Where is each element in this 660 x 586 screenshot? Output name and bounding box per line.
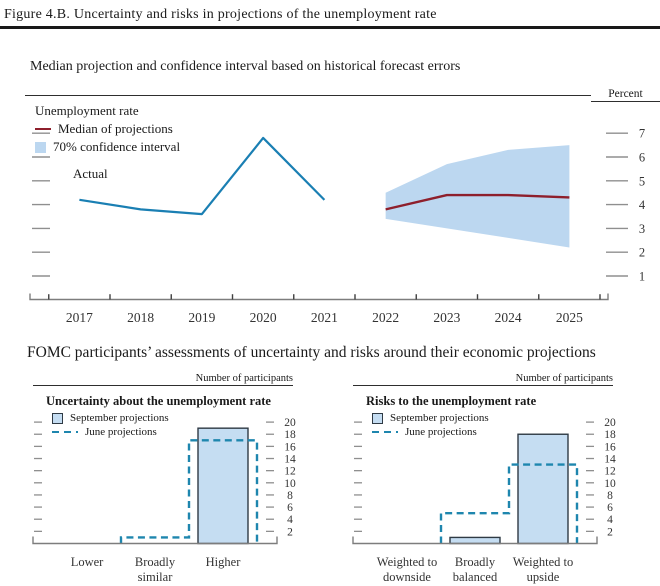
x-year-label: 2020 (249, 310, 277, 325)
median-line-swatch (35, 128, 51, 131)
count-tick-label: 6 (607, 502, 613, 515)
category-label: upside (526, 570, 560, 584)
category-label: Lower (70, 555, 104, 569)
legend-september-label: September projections (390, 412, 489, 424)
count-tick-label: 18 (284, 429, 296, 442)
count-tick-label: 20 (604, 417, 616, 430)
y-tick-label: 6 (638, 150, 646, 165)
main-chart-legend (35, 103, 180, 155)
count-tick-label: 14 (284, 453, 296, 466)
x-year-label: 2019 (188, 310, 216, 325)
chart-subtitle: Median projection and confidence interval based on historical forecast errors (30, 59, 461, 74)
count-tick-label: 4 (607, 514, 613, 527)
chart-top-rule (25, 95, 591, 96)
left-panel-title: Uncertainty about the unemployment rate (46, 394, 271, 408)
legend-item-band (35, 139, 180, 155)
legend-item-june (372, 426, 489, 438)
category-label: Broadly (134, 555, 176, 569)
count-tick-label: 16 (604, 441, 616, 454)
september-bar-swatch (372, 413, 383, 424)
count-tick-label: 8 (607, 489, 613, 502)
june-line-swatch (372, 431, 398, 433)
june-line-swatch (52, 431, 78, 433)
x-year-label: 2025 (555, 310, 583, 325)
legend-band-label: 70% confidence interval (53, 139, 181, 154)
september-bar (198, 428, 248, 543)
category-label: Weighted to (512, 555, 574, 569)
y-tick-label: 5 (638, 174, 646, 189)
category-label: balanced (452, 570, 498, 584)
category-label: Broadly (454, 555, 496, 569)
y-tick-label: 1 (638, 269, 646, 284)
legend-title: Unemployment rate (35, 103, 139, 118)
count-tick-label: 12 (284, 465, 296, 478)
legend-item-september (372, 412, 489, 424)
y-tick-label: 2 (638, 245, 646, 260)
legend-september-label: September projections (70, 412, 169, 424)
x-year-label: 2023 (433, 310, 461, 325)
count-tick-label: 12 (604, 465, 616, 478)
count-tick-label: 10 (284, 477, 296, 490)
legend-item-june (52, 426, 169, 438)
september-bar (518, 434, 568, 543)
count-tick-label: 6 (287, 502, 293, 515)
right-panel-legend (372, 410, 489, 438)
legend-median-label: Median of projections (58, 121, 173, 136)
actual-series-label: Actual (73, 166, 108, 181)
left-panel-axis-title: Number of participants (33, 373, 293, 386)
legend-june-label: June projections (85, 426, 157, 438)
legend-june-label: June projections (405, 426, 477, 438)
count-tick-label: 4 (287, 514, 293, 527)
x-year-label: 2018 (127, 310, 155, 325)
september-bar-swatch (52, 413, 63, 424)
count-tick-label: 16 (284, 441, 296, 454)
y-tick-label: 7 (638, 126, 646, 141)
x-axis (30, 294, 608, 300)
count-tick-label: 18 (604, 429, 616, 442)
count-tick-label: 2 (607, 526, 613, 539)
x-year-label: 2024 (494, 310, 522, 325)
category-label: downside (383, 570, 431, 584)
count-tick-label: 8 (287, 489, 293, 502)
y-tick-label: 4 (638, 198, 646, 213)
section-heading: FOMC participants’ assessments of uncertainty and risks around their economic projections (27, 344, 596, 361)
count-tick-label: 2 (287, 526, 293, 539)
category-label: Weighted to (376, 555, 438, 569)
count-tick-label: 10 (604, 477, 616, 490)
count-tick-label: 14 (604, 453, 616, 466)
x-year-label: 2022 (372, 310, 400, 325)
category-label: similar (137, 570, 173, 584)
legend-item-median (35, 121, 180, 137)
legend-item-september (52, 412, 169, 424)
y-axis-unit-label: Percent (591, 88, 660, 102)
category-label: Higher (205, 555, 241, 569)
x-year-label: 2017 (65, 310, 93, 325)
figure-title: Figure 4.B. Uncertainty and risks in projections of the unemployment rate (4, 7, 437, 22)
y-tick-label: 3 (638, 221, 646, 236)
x-year-label: 2021 (310, 310, 338, 325)
confidence-band-swatch (35, 142, 46, 153)
september-bar (450, 537, 500, 543)
right-panel-axis-title: Number of participants (353, 373, 613, 386)
left-panel-legend (52, 410, 169, 438)
right-panel-title: Risks to the unemployment rate (366, 394, 537, 408)
title-rule (0, 26, 660, 29)
count-tick-label: 20 (284, 417, 296, 430)
